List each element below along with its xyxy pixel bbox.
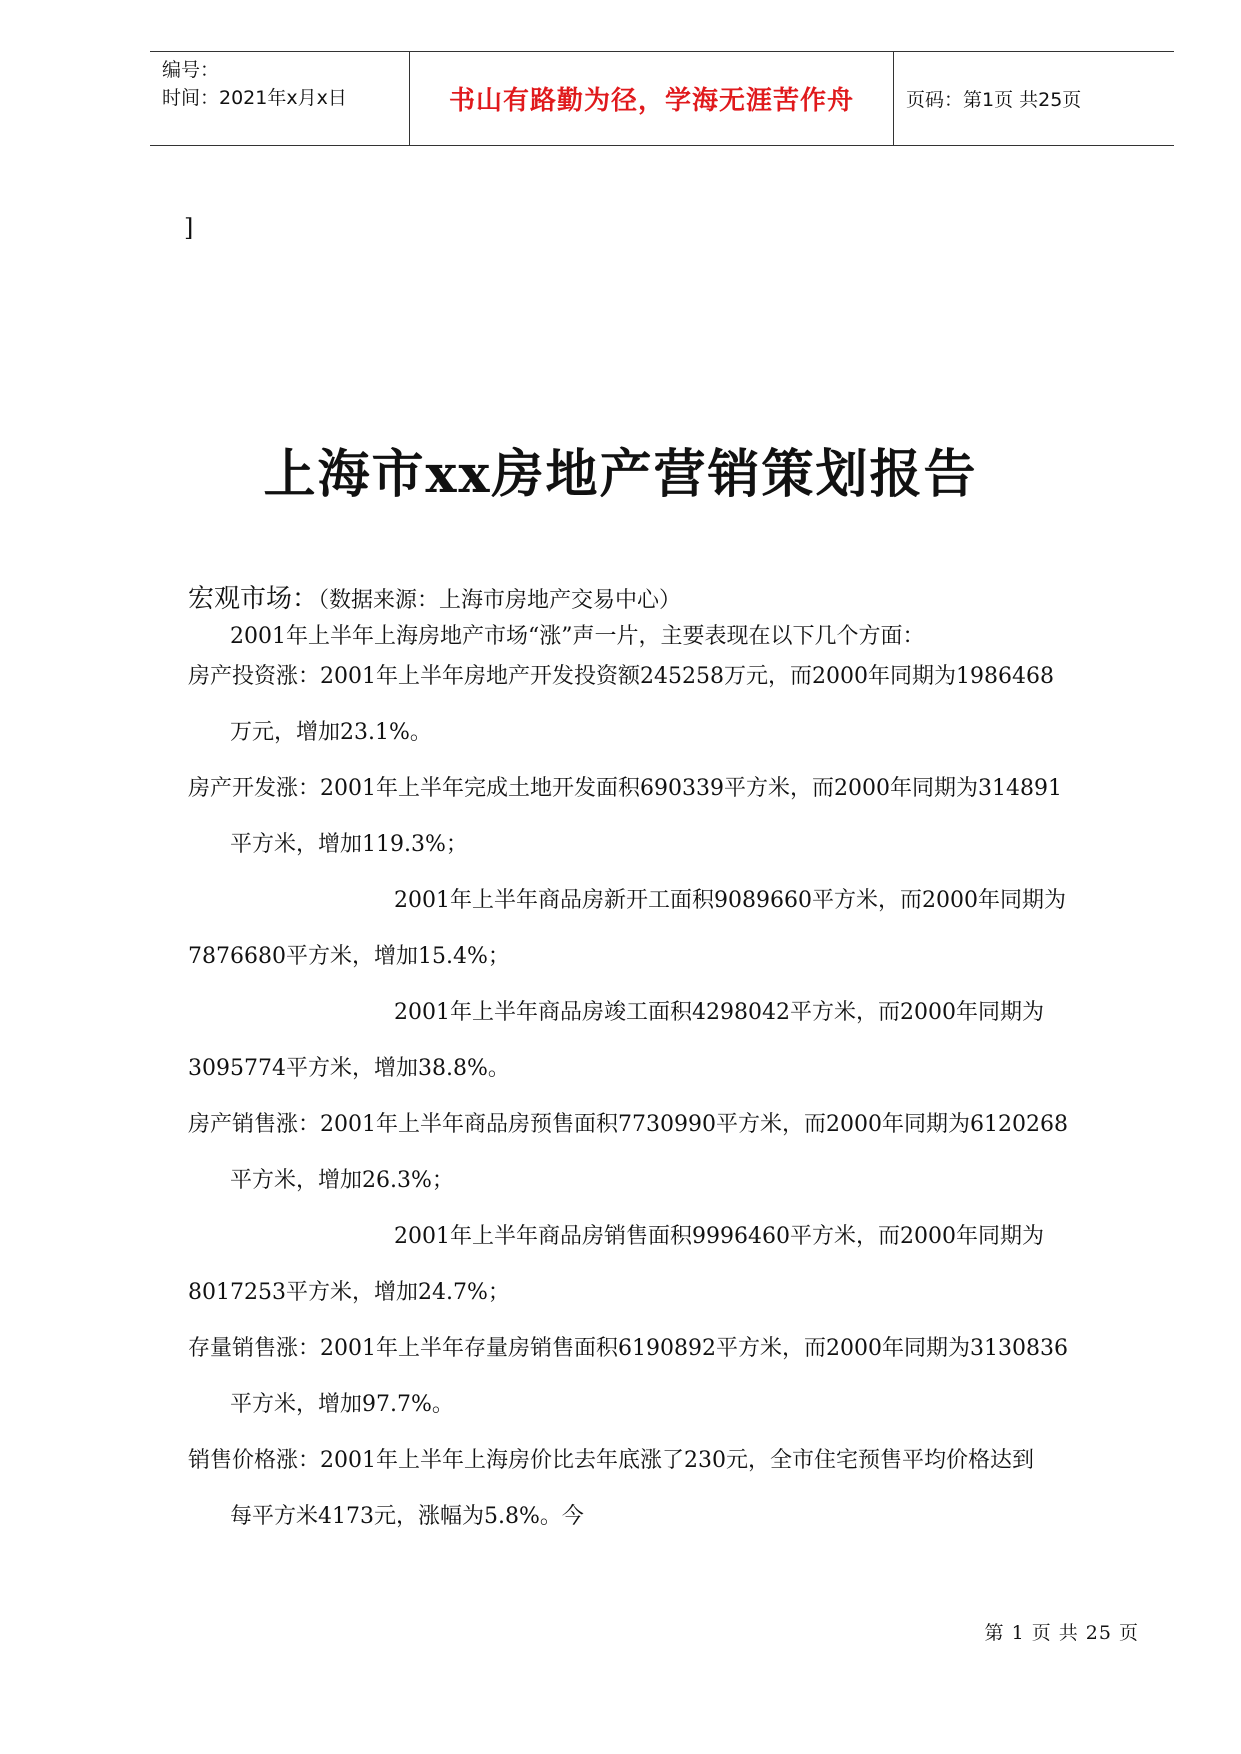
- paragraph-line: 2001年上半年商品房销售面积9996460平方米，而2000年同期为: [394, 1224, 1044, 1249]
- header-page-info: 页码：第1页 共25页: [906, 89, 1082, 111]
- date-label: 时间：2021年x月x日: [162, 87, 347, 109]
- paragraph-line: 每平方米4173元，涨幅为5.8%。今: [230, 1504, 584, 1529]
- document-title: 上海市xx房地产营销策划报告: [263, 444, 978, 505]
- paragraph-line: 8017253平方米，增加24.7%；: [188, 1280, 510, 1305]
- data-source: （数据来源：上海市房地产交易中心）: [318, 588, 682, 613]
- paragraph-line: 2001年上半年上海房地产市场“涨”声一片，主要表现在以下几个方面：: [230, 624, 925, 649]
- section-heading: 宏观市场：: [188, 584, 319, 614]
- paragraph-line: 平方米，增加26.3%；: [230, 1168, 454, 1193]
- stray-bracket: ]: [184, 214, 194, 242]
- document-body: [188, 582, 1148, 1556]
- paragraph-line: 销售价格涨：2001年上半年上海房价比去年底涨了230元，全市住宅预售平均价格达到: [188, 1448, 1034, 1473]
- paragraph-line: 7876680平方米，增加15.4%；: [188, 944, 510, 969]
- paragraph-line: 房产开发涨：2001年上半年完成土地开发面积690339平方米，而2000年同期为314891: [188, 776, 1062, 801]
- paragraph-line: 平方米，增加119.3%；: [230, 832, 468, 857]
- paragraph-line: 存量销售涨：2001年上半年存量房销售面积6190892平方米，而2000年同期为3130836: [188, 1336, 1068, 1361]
- paragraph-line: 房产销售涨：2001年上半年商品房预售面积7730990平方米，而2000年同期为6120268: [188, 1112, 1068, 1137]
- number-label: 编号：: [162, 59, 220, 81]
- paragraph-line: 平方米，增加97.7%。: [230, 1392, 454, 1417]
- paragraph-line: 万元，增加23.1%。: [230, 720, 432, 745]
- page-footer: 第 1 页 共 25 页: [984, 1622, 1139, 1644]
- paragraph-line: 2001年上半年商品房新开工面积9089660平方米，而2000年同期为: [394, 888, 1066, 913]
- paragraph-line: 2001年上半年商品房竣工面积4298042平方米，而2000年同期为: [394, 1000, 1044, 1025]
- paragraph-line: 3095774平方米，增加38.8%。: [188, 1056, 510, 1081]
- header-meta: [150, 52, 410, 145]
- paragraph-line: 房产投资涨：2001年上半年房地产开发投资额245258万元，而2000年同期为1986468: [188, 664, 1054, 689]
- page-header: [150, 51, 1174, 146]
- header-motto: 书山有路勤为径，学海无涯苦作舟: [410, 52, 894, 145]
- section-heading-line: [188, 582, 1148, 620]
